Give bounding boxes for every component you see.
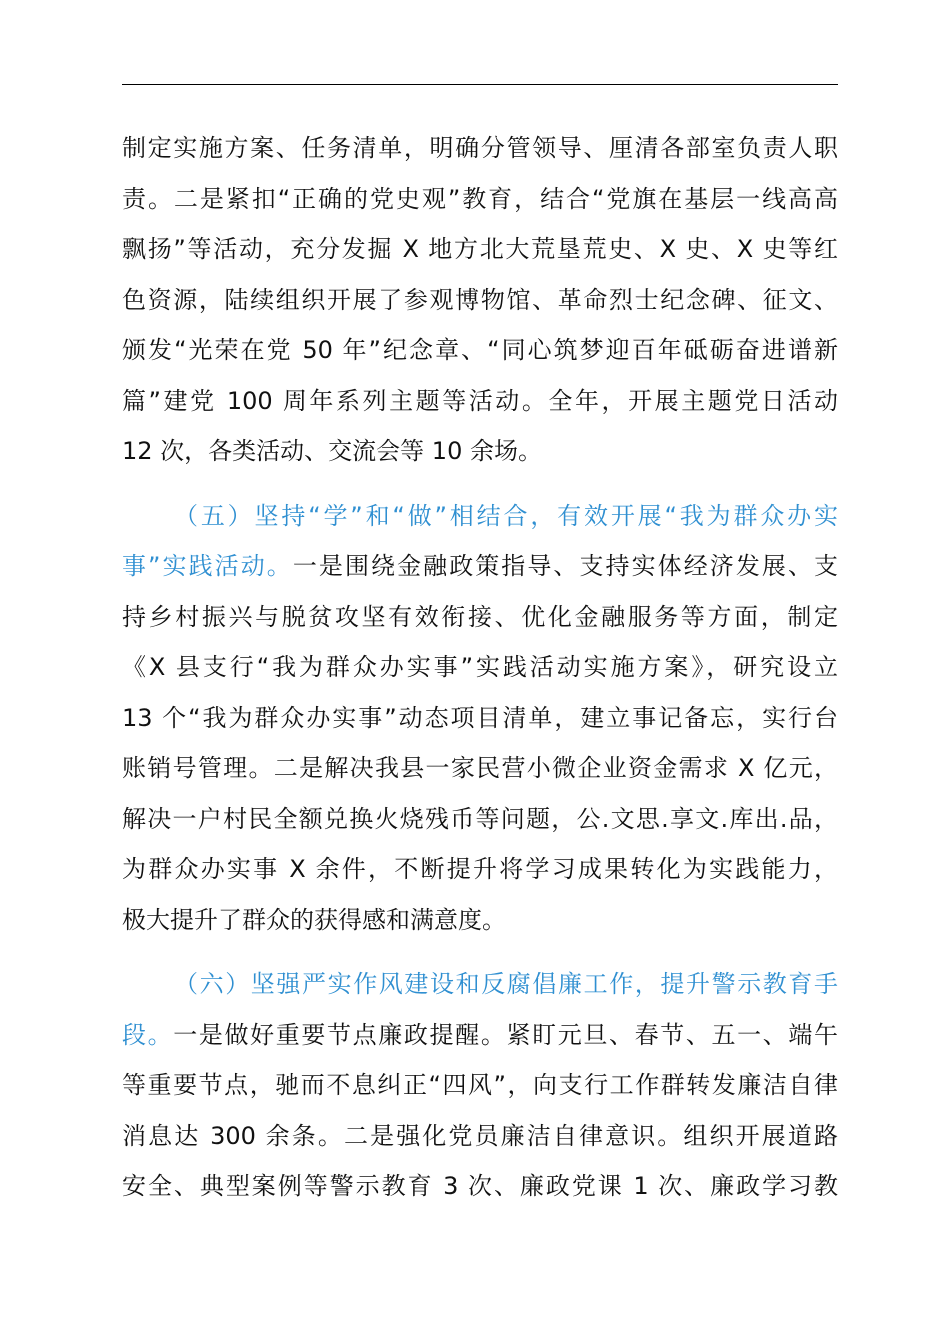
text-line xyxy=(122,1010,838,1061)
text-line: 12 次，各类活动、交流会等 10 余场。 xyxy=(122,437,542,465)
text-line xyxy=(122,541,838,592)
text-line: 等重要节点，驰而不息纠正“四风”，向支行工作群转发廉洁自律 xyxy=(122,1071,838,1099)
document-body xyxy=(122,123,838,1212)
text-line: 飘扬”等活动，充分发掘 X 地方北大荒垦荒史、X 史、X 史等红 xyxy=(122,235,838,263)
paragraph-gap xyxy=(122,477,838,491)
text-run: 一是做好重要节点廉政提醒。紧盯元旦、春节、五一、端午 xyxy=(173,1020,838,1049)
section-heading-text: （六）坚强严实作风建设和反腐倡廉工作，提升警示教育手 xyxy=(174,970,838,998)
text-line: 《X 县支行“我为群众办实事”实践活动实施方案》，研究设立 xyxy=(122,653,838,681)
section-heading-text: （五）坚持“学”和“做”相结合，有效开展“我为群众办实 xyxy=(174,501,838,530)
text-line: 消息达 300 余条。二是强化党员廉洁自律意识。组织开展道路 xyxy=(122,1121,838,1150)
text-line: 颁发“光荣在党 50 年”纪念章、“同心筑梦迎百年砥砺奋进谱新 xyxy=(122,336,838,364)
paragraph-party-history xyxy=(122,123,838,477)
text-line: 13 个“我为群众办实事”动态项目清单，建立事记备忘，实行台 xyxy=(122,703,838,732)
section-heading-text: 段。 xyxy=(122,1020,174,1049)
text-line: 为群众办实事 X 余件，不断提升将学习成果转化为实践能力， xyxy=(122,855,838,883)
paragraph-gap xyxy=(122,945,838,959)
text-line: 持乡村振兴与脱贫攻坚有效衔接、优化金融服务等方面，制定 xyxy=(122,602,838,631)
paragraph-section-five xyxy=(122,491,838,946)
paragraph-section-six xyxy=(122,959,838,1212)
text-line: 篇”建党 100 周年系列主题等活动。全年，开展主题党日活动 xyxy=(122,386,838,415)
section-heading-text: 事”实践活动。 xyxy=(122,552,293,580)
header-rule xyxy=(122,84,838,85)
section-heading-line xyxy=(122,491,838,542)
text-line: 责。二是紧扣“正确的党史观”教育，结合“党旗在基层一线高高 xyxy=(122,184,838,213)
section-heading-line xyxy=(122,959,838,1010)
text-line: 安全、典型案例等警示教育 3 次、廉政党课 1 次、廉政学习教 xyxy=(122,1172,838,1200)
text-line: 极大提升了群众的获得感和满意度。 xyxy=(122,905,506,934)
text-line: 解决一户村民全额兑换火烧残币等问题，公.文思.享文.库出.品， xyxy=(122,804,838,833)
text-run: 一是围绕金融政策指导、支持实体经济发展、支 xyxy=(292,552,838,580)
text-line: 制定实施方案、任务清单，明确分管领导、厘清各部室负责人职 xyxy=(122,134,838,162)
text-line: 色资源，陆续组织开展了参观博物馆、革命烈士纪念碑、征文、 xyxy=(122,285,838,314)
text-line: 账销号管理。二是解决我县一家民营小微企业资金需求 X 亿元， xyxy=(122,754,838,782)
